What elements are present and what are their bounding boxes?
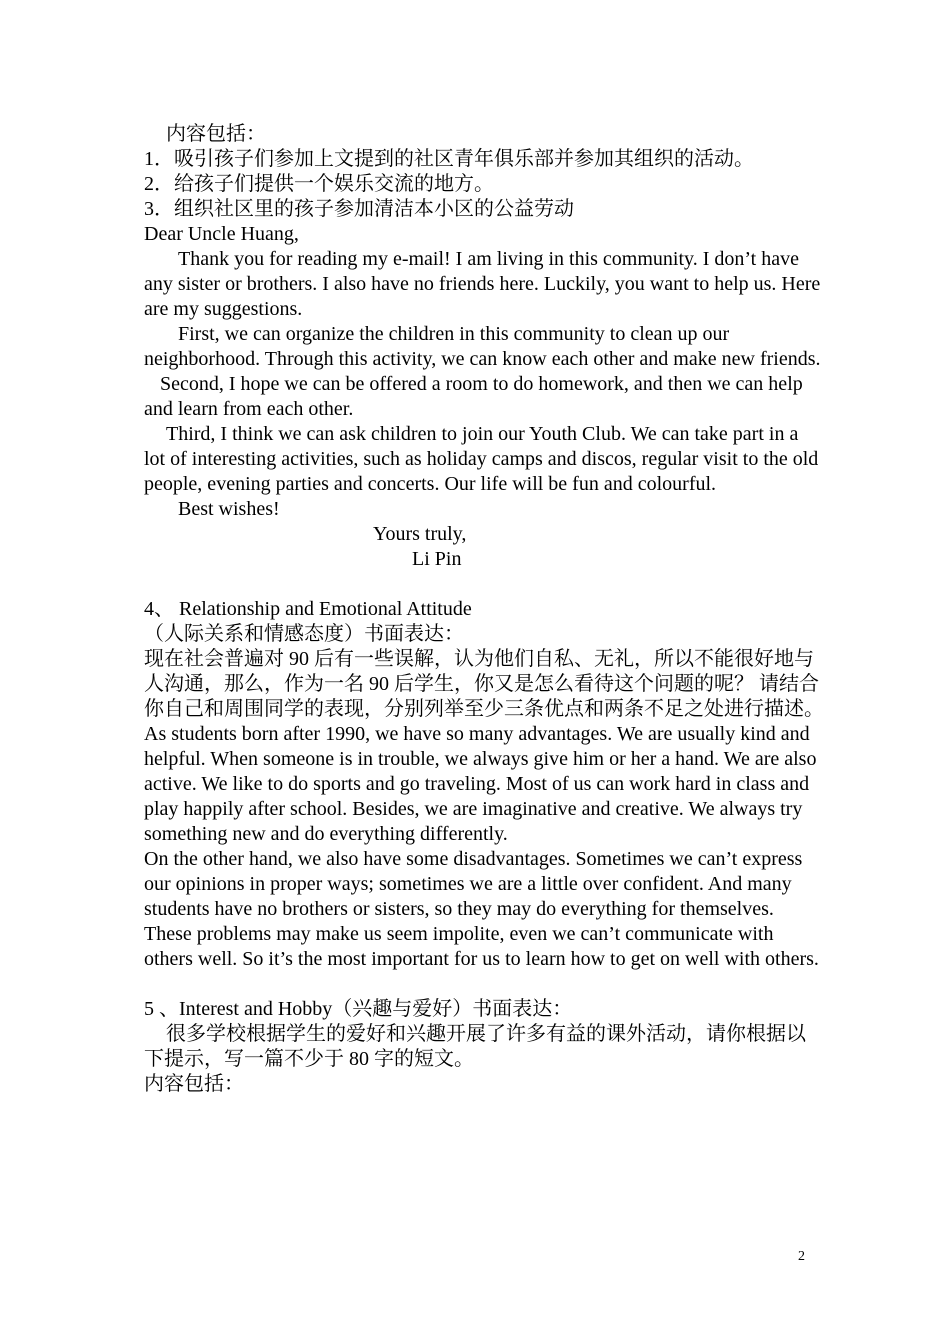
letter-paragraph-4: Third, I think we can ask children to join our Youth Club. We can take part in a lot of interesting activities, such as holiday camps and discos, regular visit to the old people, evening parties and concerts. Our life will be fun and colourful. <box>144 423 819 495</box>
letter-sign-off: Yours truly, <box>373 523 467 545</box>
letter-paragraph-1: Thank you for reading my e-mail! I am living in this community. I don’t have any sister or brothers. I also have no friends here. Luckily, you want to help us. Here are my suggestions. <box>144 248 821 320</box>
section-5-prompt: 很多学校根据学生的爱好和兴趣开展了许多有益的课外活动，请你根据以下提示，写一篇不少于 80 字的短文。 <box>144 1023 806 1070</box>
section-4-prompt: 现在社会普遍对 90 后有一些误解，认为他们自私、无礼，所以不能很好地与人沟通，那么，作为一名 90 后学生，你又是怎么看待这个问题的呢？ 请结合你自己和周围同学的表现，分别列举至少三条优点和两条不足之处进行描述。 <box>144 648 824 720</box>
section-4-answer-2: On the other hand, we also have some disadvantages. Sometimes we can’t express our opinions in proper ways; sometimes we are a little over confident. And many students have no brothers or sisters, so they may do everything for themselves. These problems may make us seem impolite, even we can’t communicate with others well. So it’s the most important for us to learn how to get on well with others. <box>144 848 819 970</box>
spacer <box>144 572 824 597</box>
top-item-2: 2．给孩子们提供一个娱乐交流的地方。 <box>144 173 494 195</box>
spacer <box>144 972 824 997</box>
top-intro: 内容包括： <box>166 123 266 145</box>
letter-paragraph-2: First, we can organize the children in this community to clean up our neighborhood. Through this activity, we can know each other and make new friends. <box>144 323 821 370</box>
letter-paragraph-3: Second, I hope we can be offered a room to do homework, and then we can help and learn from each other. <box>144 373 803 420</box>
top-item-1: 1．吸引孩子们参加上文提到的社区青年俱乐部并参加其组织的活动。 <box>144 148 754 170</box>
page-number: 2 <box>798 1249 805 1264</box>
letter-closing: Best wishes! <box>178 498 280 520</box>
section-5-intro: 内容包括： <box>144 1073 244 1095</box>
letter-signature-name: Li Pin <box>412 548 462 570</box>
section-4-subheading: （人际关系和情感态度）书面表达： <box>144 623 464 645</box>
page-content <box>144 122 824 1097</box>
section-4-heading: 4、 Relationship and Emotional Attitude <box>144 598 472 620</box>
section-4-answer-1: As students born after 1990, we have so many advantages. We are usually kind and helpful. When someone is in trouble, we always give him or her a hand. We are also active. We like to do sports and go traveling. Most of us can work hard in class and play happily after school. Besides, we are imaginative and creative. We always try something new and do everything differently. <box>144 723 817 845</box>
section-5-heading: 5 、Interest and Hobby（兴趣与爱好）书面表达： <box>144 998 573 1020</box>
top-item-3: 3．组织社区里的孩子参加清洁本小区的公益劳动 <box>144 198 574 220</box>
letter-greeting: Dear Uncle Huang, <box>144 223 299 245</box>
